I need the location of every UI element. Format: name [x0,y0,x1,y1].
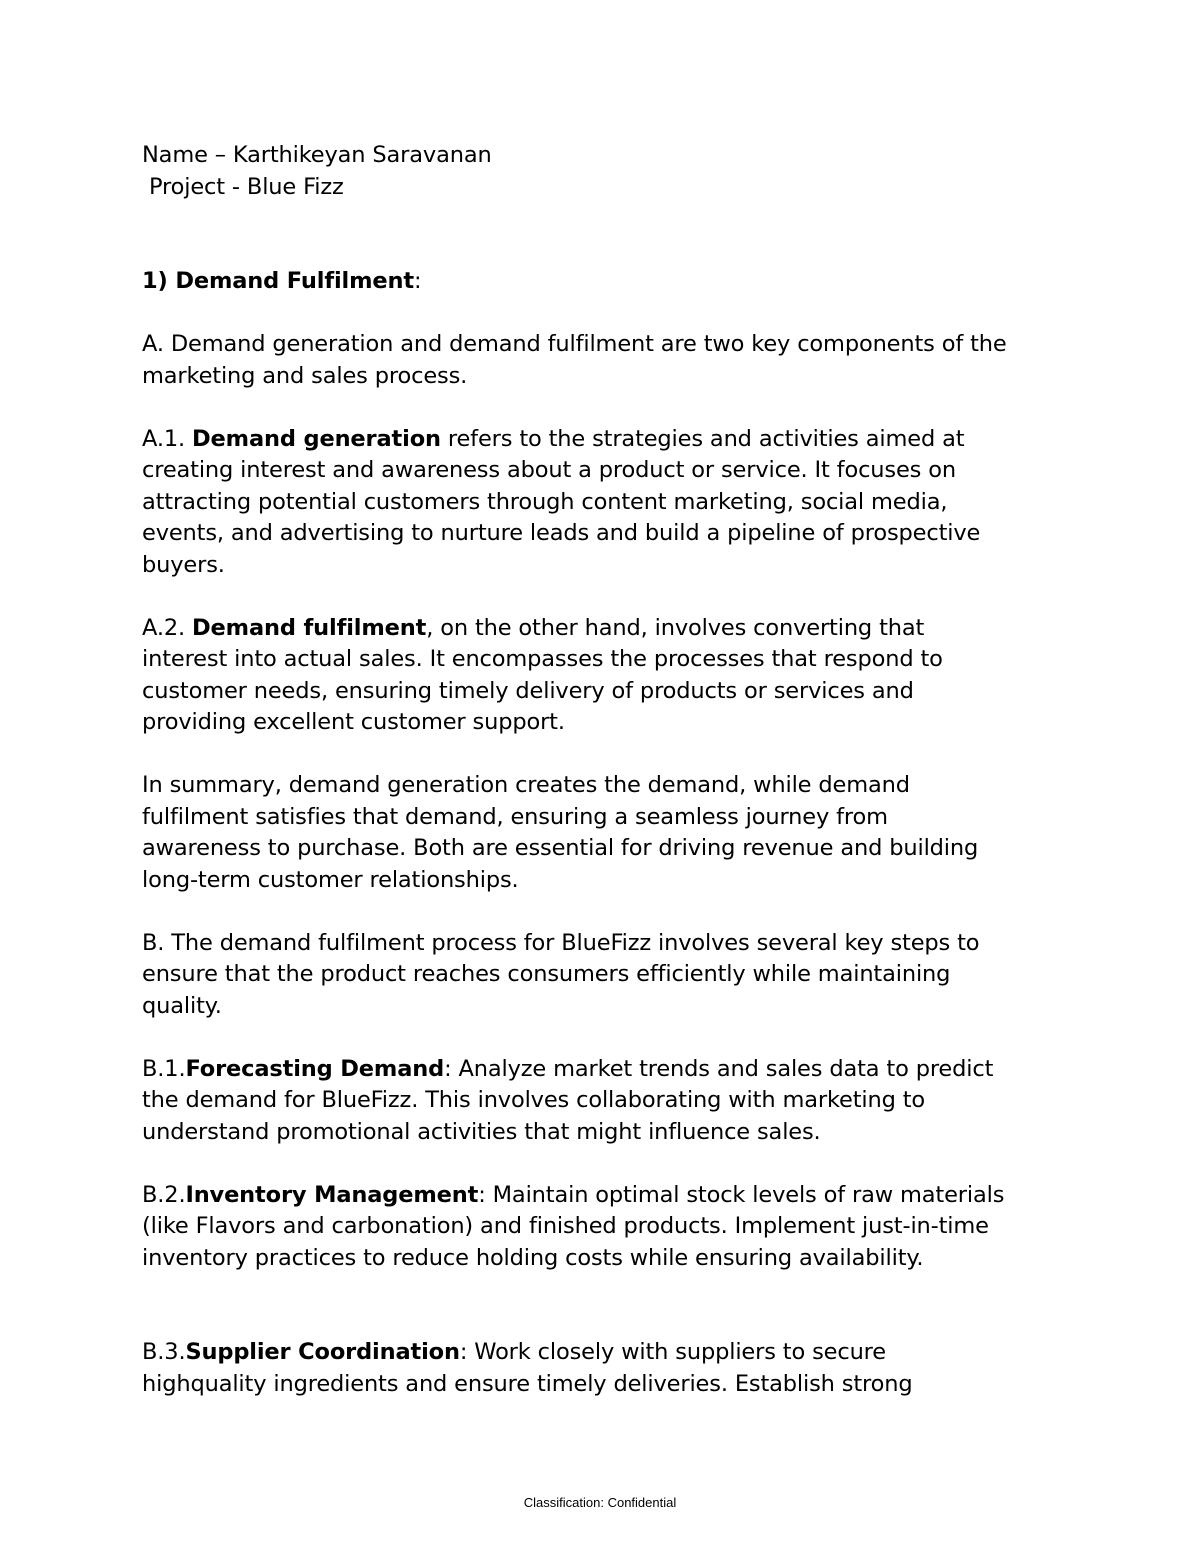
item-term: Forecasting Demand [185,1055,445,1082]
classification-footer: Classification: Confidential [523,1495,677,1510]
paragraph-line: ensure that the product reaches consumers efficiently while maintaining [142,961,951,987]
paragraph-line: highquality ingredients and ensure timely deliveries. Establish strong [142,1370,913,1397]
document-page [142,140,1082,1400]
paragraph-line: customer needs, ensuring timely delivery of products or services and [142,677,914,704]
paragraph-line: marketing and sales process. [142,362,468,389]
paragraph-line: the demand for BlueFizz. This involves collaborating with marketing to [142,1087,926,1113]
paragraph-b1 [142,1054,1082,1149]
item-prefix: B.1. [142,1055,186,1082]
paragraph-line: events, and advertising to nurture leads and build a pipeline of prospective [142,520,981,546]
paragraph-line: quality. [142,992,222,1019]
paragraph-line: awareness to purchase. Both are essential for driving revenue and building [142,835,979,861]
section-heading-text: 1) Demand Fulfilment [142,268,414,294]
paragraph-line: fulfilment satisfies that demand, ensuring a seamless journey from [142,803,888,830]
item-term: Supplier Coordination [185,1339,460,1365]
paragraph-line: understand promotional activities that might influence sales. [142,1118,821,1145]
item-text: refers to the strategies and activities aimed at [440,425,965,452]
paragraph-summary [142,770,1082,896]
item-term: Inventory Management [185,1181,479,1208]
paragraph-line: attracting potential customers through content marketing, social media, [142,488,948,515]
paragraph-line [142,613,1082,645]
paragraph-a [142,329,1082,392]
paragraph-line [142,1180,1082,1212]
item-text: , on the other hand, involves converting that [426,614,925,641]
item-text: : Work closely with suppliers to secure [459,1339,886,1365]
item-prefix: A.1. [142,425,193,452]
paragraph-line: interest into actual sales. It encompasses the processes that respond to [142,646,943,672]
paragraph-line: (like Flavors and carbonation) and finished products. Implement just-in-time [142,1213,989,1239]
paragraph-line [142,424,1082,456]
project-line: Project - Blue Fizz [142,173,344,200]
item-text: : Maintain optimal stock levels of raw materials [478,1181,1005,1208]
item-prefix: B.3. [142,1339,186,1365]
section-heading [142,266,1082,298]
section-heading-colon: : [413,268,422,294]
item-term: Demand fulfilment [192,614,427,641]
item-term: Demand generation [192,425,441,452]
paragraph-line: B. The demand fulfilment process for BlueFizz involves several key steps to [142,929,980,956]
item-prefix: B.2. [142,1181,186,1208]
paragraph-line [142,1054,1082,1086]
paragraph-line: creating interest and awareness about a product or service. It focuses on [142,457,956,483]
paragraph-line: In summary, demand generation creates the demand, while demand [142,772,910,798]
paragraph-line [142,1337,1082,1369]
paragraph-line: A. Demand generation and demand fulfilment are two key components of the [142,331,1007,357]
paragraph-line: inventory practices to reduce holding costs while ensuring availability. [142,1244,924,1271]
paragraph-a1 [142,424,1082,582]
item-text: : Analyze market trends and sales data to predict [444,1055,994,1082]
paragraph-a2 [142,613,1082,739]
item-prefix: A.2. [142,614,193,641]
name-line: Name – Karthikeyan Saravanan [142,142,492,168]
paragraph-line: long-term customer relationships. [142,866,519,893]
paragraph-b2 [142,1180,1082,1275]
paragraph-line: providing excellent customer support. [142,709,565,735]
paragraph-b3 [142,1337,1082,1400]
paragraph-b [142,928,1082,1023]
paragraph-line: buyers. [142,551,225,578]
